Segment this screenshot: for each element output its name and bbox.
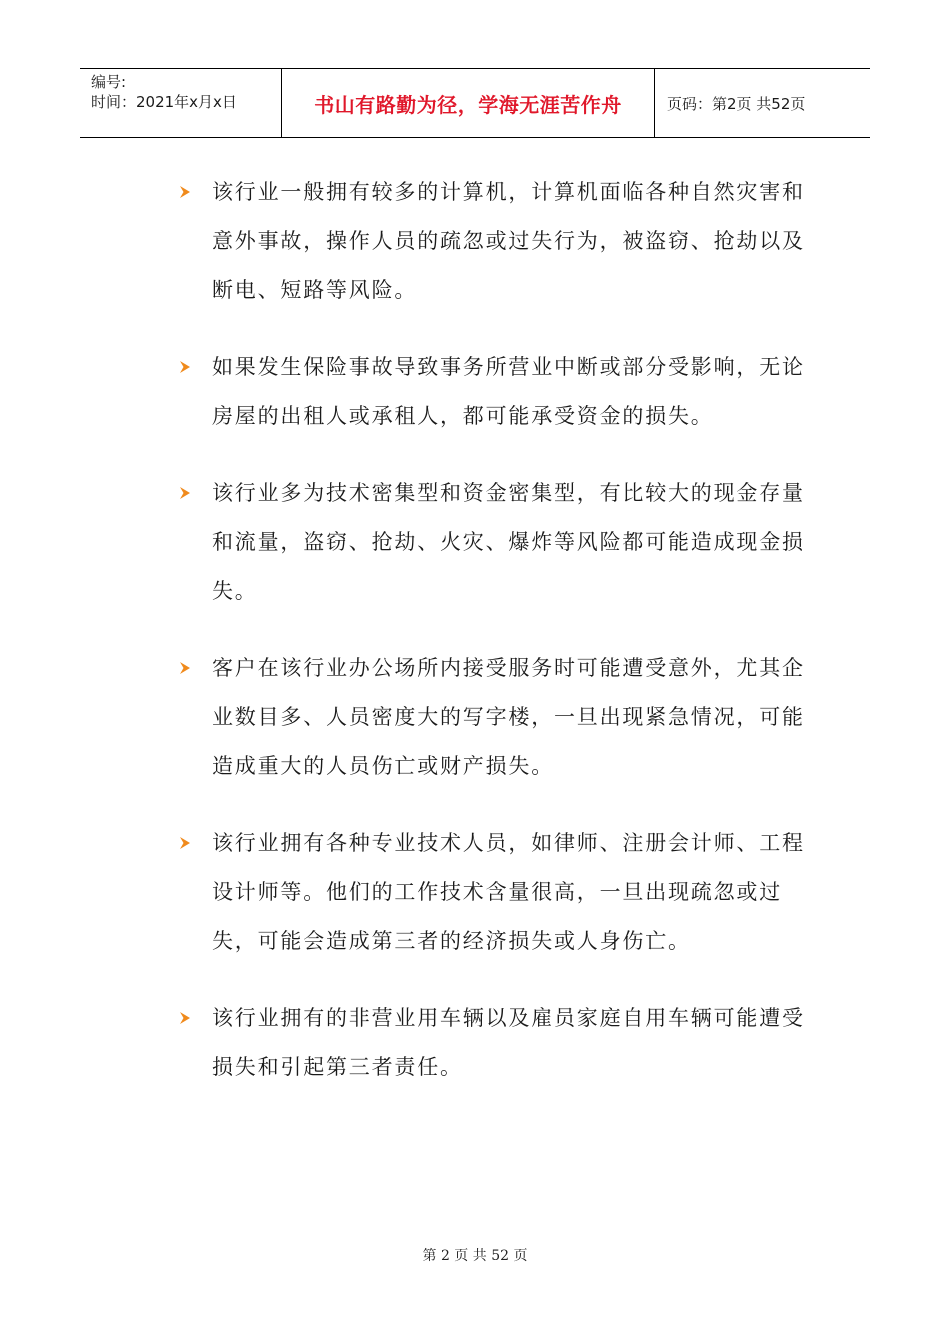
header-page-info: 页码：第2页 共52页: [667, 94, 806, 113]
list-item-text: 客户在该行业办公场所内接受服务时可能遭受意外，尤其企业数目多、人员密度大的写字楼，一旦出现紧急情况，可能造成重大的人员伤亡或财产损失。: [212, 656, 805, 778]
list-item: [175, 168, 815, 315]
header-meta: [80, 69, 282, 137]
list-item-text: 该行业拥有的非营业用车辆以及雇员家庭自用车辆可能遭受损失和引起第三者责任。: [212, 1006, 805, 1079]
list-item: [175, 644, 815, 791]
document-number-label: 编号:: [91, 73, 127, 91]
page-footer: 第 2 页 共 52 页: [422, 1248, 528, 1264]
list-item: [175, 343, 815, 441]
arrow-right-icon: [177, 660, 193, 676]
header-motto: 书山有路勤为径，学海无涯苦作舟: [282, 69, 655, 137]
document-time-label: 时间：2021年x月x日: [91, 93, 237, 111]
list-item: [175, 994, 815, 1092]
arrow-right-icon: [177, 184, 193, 200]
list-item-text: 如果发生保险事故导致事务所营业中断或部分受影响，无论房屋的出租人或承租人，都可能承受资金的损失。: [212, 355, 805, 428]
list-item: [175, 469, 815, 616]
list-item-text: 该行业拥有各种专业技术人员，如律师、注册会计师、工程设计师等。他们的工作技术含量很高，一旦出现疏忽或过失，可能会造成第三者的经济损失或人身伤亡。: [212, 831, 805, 953]
arrow-right-icon: [177, 835, 193, 851]
list-item: [175, 819, 815, 966]
page-header: [80, 68, 870, 138]
arrow-right-icon: [177, 1010, 193, 1026]
document-body: [175, 168, 815, 1120]
arrow-right-icon: [177, 359, 193, 375]
list-item-text: 该行业一般拥有较多的计算机，计算机面临各种自然灾害和意外事故，操作人员的疏忽或过失行为，被盗窃、抢劫以及断电、短路等风险。: [212, 180, 805, 302]
arrow-right-icon: [177, 485, 193, 501]
list-item-text: 该行业多为技术密集型和资金密集型，有比较大的现金存量和流量，盗窃、抢劫、火灾、爆炸等风险都可能造成现金损失。: [212, 481, 805, 603]
